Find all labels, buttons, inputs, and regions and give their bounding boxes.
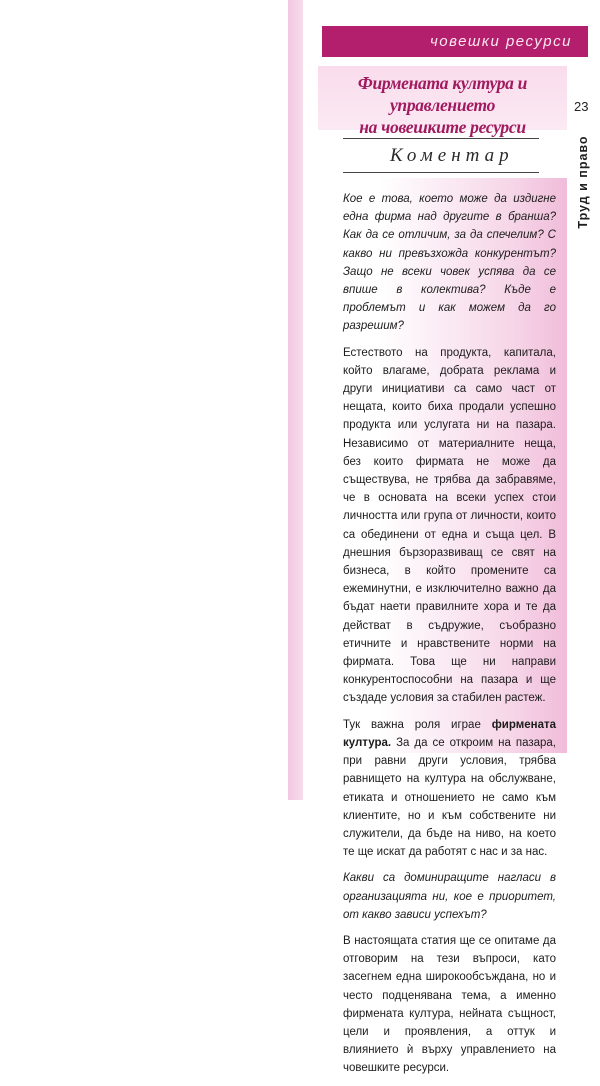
paragraph-2: Естеството на продукта, капитала, който влагаме, добрата реклама и други инициативи са само част от нещата, които биха продали успешно продукта или услугата ни на пазара. Независимо от материалните неща, без които фирмата не може да съществува, не трябва да забравяме, че в основата на всеки успех стои личността или група от личности, които са обединени от една и съща цел. В днешния бързоразвиващ се свят на бизнеса, в който промените са ежеминутни, е изключително важно да бъдат наети правилните хора и те да действат в съдружие, съобразно етичните и нравствените норми на фирмата. Това ще ни направи конкурентоспособни на пазара и ще създаде условия за стабилен растеж.	[343, 346, 556, 705]
section-header-bar	[322, 26, 588, 57]
paragraph-5: В настоящата статия ще се опитаме да отговорим на тези въпроси, като засегнем една широкообсъждана, но и често подценявана тема, а именно фирмената култура, нейната същност, цели и проявления, а оттук и влиянието ѝ върху управлението на човешките ресурси.	[343, 934, 556, 1075]
section-name: човешки ресурси	[429, 33, 572, 50]
side-label	[572, 122, 594, 242]
side-label-text: Труд и право	[576, 135, 590, 229]
article-body	[343, 190, 556, 1086]
paragraph-3	[343, 716, 556, 862]
page-number: 23	[574, 99, 589, 114]
article-title-line-2: на човешките ресурси	[359, 117, 526, 137]
intro-questions: Кое е това, което може да издигне една фирма над другите в бранша? Как да се отличим, за да спечелим? С какво ни превъзхожда конкурентът? Защо не всеки човек успява да се впише в колектива? Къде е проблемът и как можем да го разрешим?	[343, 193, 556, 333]
question-paragraph: Какви са доминиращите нагласи в организацията ни, кое е приоритет, от какво зависи успехът?	[343, 872, 556, 921]
article-title-line-1: Фирмената култура и управлението	[357, 73, 528, 115]
paragraph-3-end: За да се откроим на пазара, при равни други условия, трябва равнището на култура на обслужване, етиката и отношението не само към клиентите, но и към собствените ни служители, да бъде на ниво, на което те ще искат да работят с нас и за нас.	[343, 736, 556, 859]
heading-rule-top	[343, 138, 539, 139]
comment-heading: Коментар	[390, 145, 514, 166]
heading-rule-bottom	[343, 172, 539, 173]
paragraph-3-start: Тук важна роля играе	[343, 718, 492, 731]
article-title	[318, 66, 567, 137]
paragraph-3-bold: фирмената култура.	[343, 718, 556, 749]
